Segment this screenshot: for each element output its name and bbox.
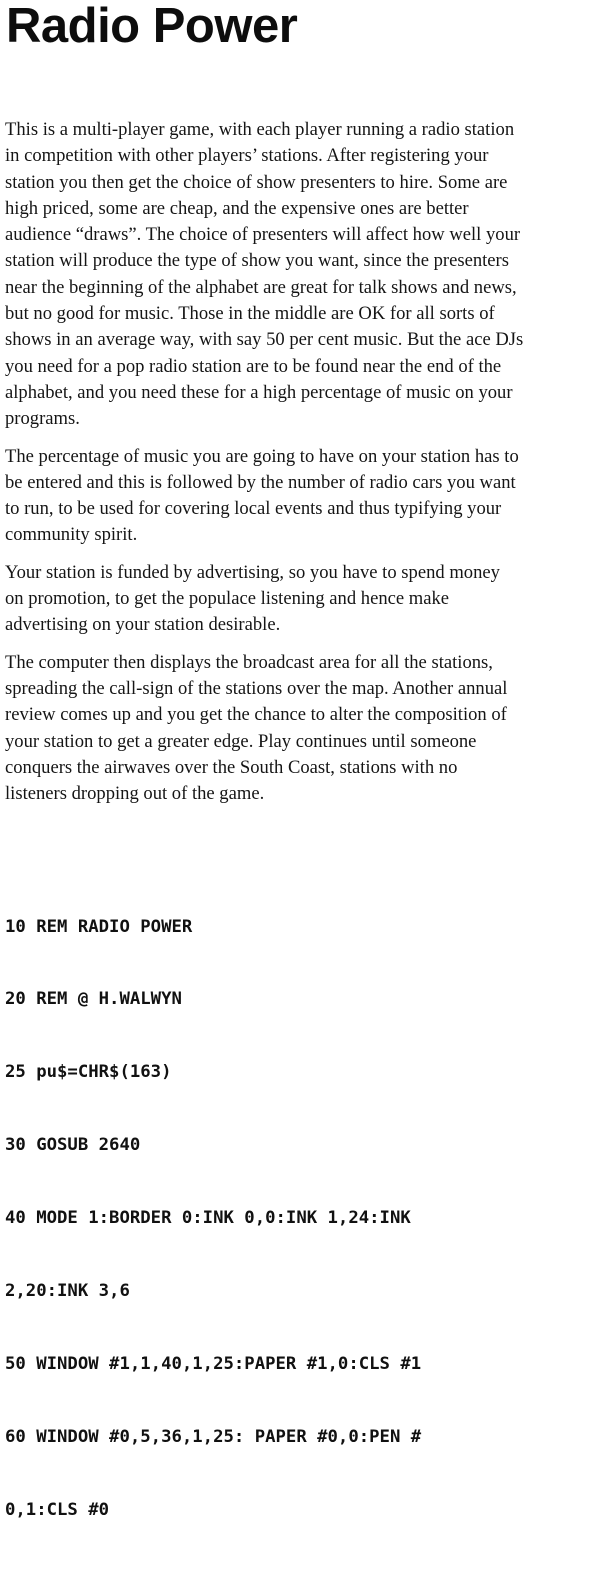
- text-line: you need for a pop radio station are to be found near the end of the: [5, 355, 502, 377]
- text-line: in competition with other players’ stations. After registering your: [5, 145, 489, 167]
- paragraph: [5, 117, 609, 433]
- text-line: advertising on your station desirable.: [5, 614, 281, 636]
- paragraph: [5, 560, 609, 639]
- paragraph: [5, 444, 609, 549]
- code-line: 50 WINDOW #1,1,40,1,25:PAPER #1,0:CLS #1: [5, 1353, 422, 1374]
- text-line: shows in an average way, with say 50 per cent music. But the ace DJs: [5, 329, 524, 351]
- code-line: 20 REM @ H.WALWYN: [5, 989, 182, 1010]
- text-line: be entered and this is followed by the number of radio cars you want: [5, 471, 516, 493]
- text-line: to run, to be used for covering local events and thus typifying your: [5, 498, 502, 520]
- text-line: community spirit.: [5, 524, 138, 546]
- text-line: spreading the call-sign of the stations over the map. Another annual: [5, 677, 508, 699]
- text-line: conquers the airwaves over the South Coast, stations with no: [5, 756, 458, 778]
- page-title: Radio Power: [6, 0, 298, 53]
- text-line: listeners dropping out of the game.: [5, 783, 265, 805]
- code-line: 30 GOSUB 2640: [5, 1135, 141, 1156]
- text-line: high priced, some are cheap, and the expensive ones are better: [5, 197, 469, 219]
- text-line: audience “draws”. The choice of presenters will affect how well your: [5, 224, 521, 246]
- text-line: station you then get the choice of show presenters to hire. Some are: [5, 171, 508, 193]
- text-line: but no good for music. Those in the middle are OK for all sorts of: [5, 303, 495, 325]
- text-line: station will produce the type of show you want, since the presenters: [5, 250, 509, 272]
- text-line: alphabet, and you need these for a high percentage of music on your: [5, 381, 513, 403]
- code-line: 60 WINDOW #0,5,36,1,25: PAPER #0,0:PEN #: [5, 1426, 422, 1447]
- text-line: programs.: [5, 408, 80, 430]
- text-line: This is a multi-player game, with each player running a radio station: [5, 119, 515, 140]
- code-line: 2,20:INK 3,6: [5, 1281, 130, 1302]
- code-line: 25 pu$=CHR$(163): [5, 1062, 172, 1083]
- code-line: 40 MODE 1:BORDER 0:INK 0,0:INK 1,24:INK: [5, 1208, 411, 1229]
- code-line: 0,1:CLS #0: [5, 1499, 110, 1520]
- text-line: near the beginning of the alphabet are great for talk shows and news,: [5, 276, 517, 298]
- text-line: Your station is funded by advertising, so you have to spend money: [5, 561, 500, 583]
- code-line: 10 REM RADIO POWER: [5, 916, 193, 937]
- text-line: your station to get a greater edge. Play continues until someone: [5, 730, 477, 752]
- article-body: [5, 117, 609, 818]
- paragraph: [5, 650, 609, 808]
- text-line: The percentage of music you are going to have on your station has to: [5, 445, 519, 467]
- text-line: The computer then displays the broadcast area for all the stations,: [5, 651, 493, 673]
- basic-code-listing: [5, 866, 610, 1571]
- text-line: review comes up and you get the chance to alter the composition of: [5, 704, 507, 726]
- text-line: on promotion, to get the populace listening and hence make: [5, 588, 450, 610]
